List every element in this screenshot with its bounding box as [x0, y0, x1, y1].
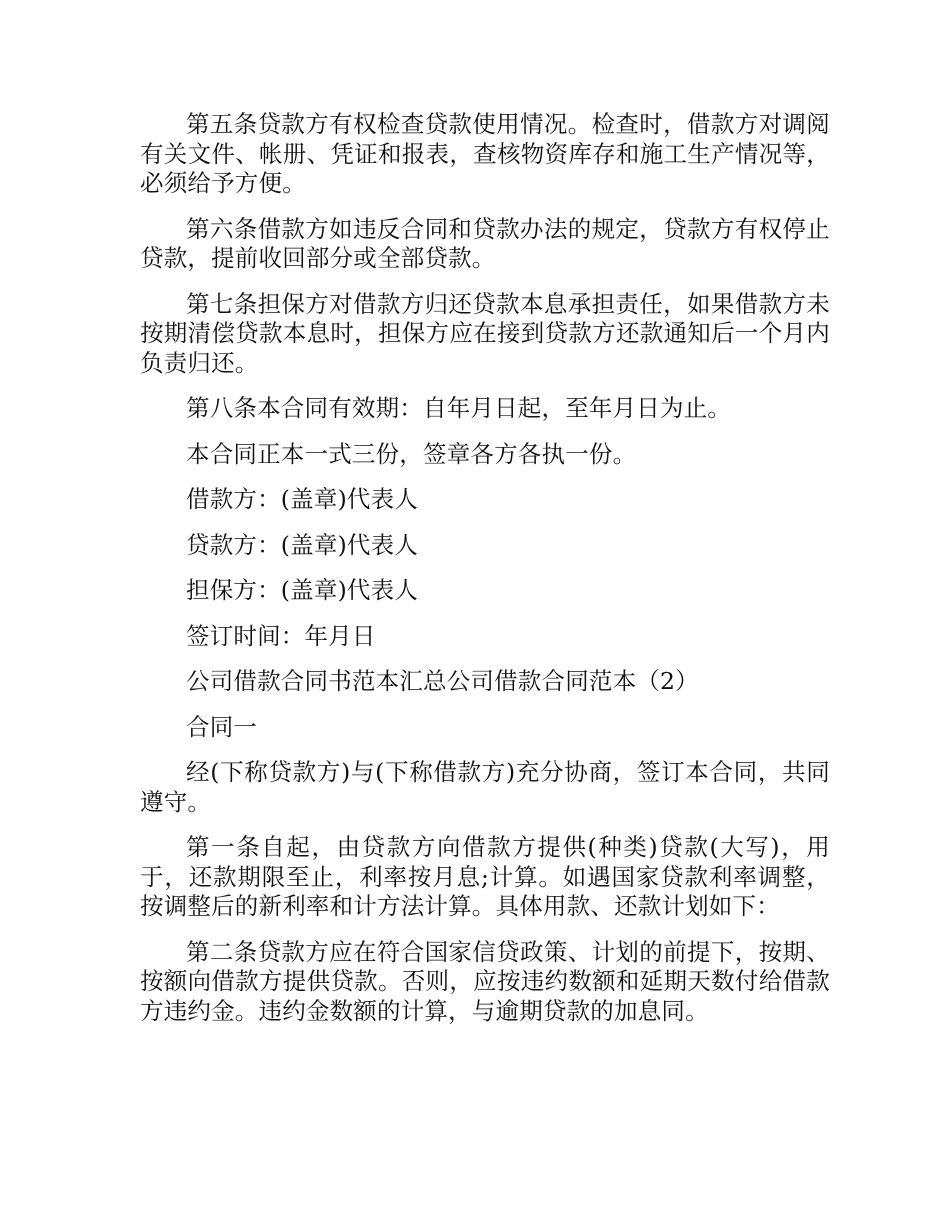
copies-paragraph: 本合同正本一式三份，签章各方各执一份。: [186, 439, 637, 468]
clause-8-paragraph: 第八条本合同有效期：自年月日起，至年月日为止。: [186, 394, 732, 422]
clause-1-paragraph: 第一条自起，由贷款方向借款方提供(种类)贷款(大写)，用于，还款期限至止，利率按月息;计算。如遇国家贷款利率调整，按调整后的新利率和计方法计算。具体用款、还款计划如下：: [140, 833, 830, 920]
signing-date-line: 签订时间：年月日: [186, 621, 376, 650]
lender-signature-line: 贷款方：(盖章)代表人: [186, 530, 419, 559]
section-heading: 公司借款合同书范本汇总公司借款合同范本（2）: [186, 667, 699, 695]
clause-2-paragraph: 第二条贷款方应在符合国家信贷政策、计划的前提下，按期、按额向借款方提供贷款。否则，应按违约数额和延期天数付给借款方违约金。违约金数额的计算，与逾期贷款的加息同。: [140, 937, 830, 1025]
guarantor-signature-line: 担保方：(盖章)代表人: [186, 576, 419, 604]
clause-5-paragraph: 第五条贷款方有权检查贷款使用情况。检查时，借款方对调阅有关文件、帐册、凭证和报表，查核物资库存和施工生产情况等，必须给予方便。: [140, 110, 830, 197]
clause-6-paragraph: 第六条借款方如违反合同和贷款办法的规定，贷款方有权停止贷款，提前收回部分或全部贷款。: [140, 214, 830, 272]
clause-7-paragraph: 第七条担保方对借款方归还贷款本息承担责任，如果借款方未按期清偿贷款本息时，担保方应在接到贷款方还款通知后一个月内负责归还。: [140, 289, 830, 377]
contract-one-heading: 合同一: [186, 712, 258, 741]
borrower-signature-line: 借款方：(盖章)代表人: [186, 485, 419, 513]
document-body: [140, 110, 830, 1026]
preamble-paragraph: 经(下称贷款方)与(下称借款方)充分协商，签订本合同，共同遵守。: [140, 758, 830, 816]
